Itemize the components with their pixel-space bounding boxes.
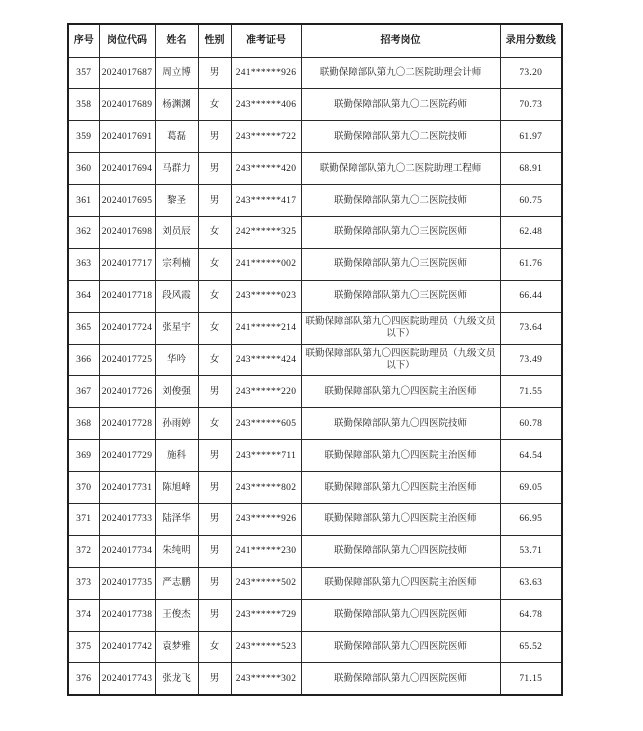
cell-name: 刘员辰 bbox=[155, 216, 198, 248]
cell-ticket: 243******420 bbox=[231, 153, 301, 185]
cell-code: 2024017687 bbox=[99, 57, 155, 89]
cell-seq: 359 bbox=[68, 121, 99, 153]
cell-gender: 男 bbox=[198, 185, 231, 217]
cell-position: 联勤保障部队第九〇四医院主治医师 bbox=[301, 376, 500, 408]
cell-gender: 女 bbox=[198, 248, 231, 280]
cell-seq: 373 bbox=[68, 567, 99, 599]
cell-score: 60.78 bbox=[500, 408, 562, 440]
cell-code: 2024017735 bbox=[99, 567, 155, 599]
cell-name: 周立博 bbox=[155, 57, 198, 89]
cell-score: 73.64 bbox=[500, 312, 562, 344]
cell-code: 2024017734 bbox=[99, 535, 155, 567]
cell-score: 63.63 bbox=[500, 567, 562, 599]
cell-ticket: 243******523 bbox=[231, 631, 301, 663]
cell-gender: 女 bbox=[198, 631, 231, 663]
cell-position: 联勤保障部队第九〇四医院主治医师 bbox=[301, 503, 500, 535]
cell-position: 联勤保障部队第九〇二医院技师 bbox=[301, 185, 500, 217]
cell-gender: 女 bbox=[198, 216, 231, 248]
cell-seq: 372 bbox=[68, 535, 99, 567]
cell-seq: 361 bbox=[68, 185, 99, 217]
cell-code: 2024017698 bbox=[99, 216, 155, 248]
cell-name: 葛磊 bbox=[155, 121, 198, 153]
table-row bbox=[68, 57, 562, 89]
col-header-code: 岗位代码 bbox=[99, 24, 155, 57]
cell-position: 联勤保障部队第九〇四医院主治医师 bbox=[301, 472, 500, 504]
table-row bbox=[68, 599, 562, 631]
cell-gender: 男 bbox=[198, 535, 231, 567]
cell-position: 联勤保障部队第九〇二医院助理会计师 bbox=[301, 57, 500, 89]
cell-code: 2024017728 bbox=[99, 408, 155, 440]
cell-seq: 358 bbox=[68, 89, 99, 121]
cell-score: 65.52 bbox=[500, 631, 562, 663]
cell-ticket: 243******605 bbox=[231, 408, 301, 440]
cell-position: 联勤保障部队第九〇二医院药师 bbox=[301, 89, 500, 121]
table-row bbox=[68, 280, 562, 312]
cell-gender: 女 bbox=[198, 408, 231, 440]
cell-seq: 376 bbox=[68, 663, 99, 695]
cell-gender: 男 bbox=[198, 663, 231, 695]
cell-gender: 男 bbox=[198, 376, 231, 408]
cell-seq: 360 bbox=[68, 153, 99, 185]
cell-gender: 男 bbox=[198, 440, 231, 472]
cell-score: 66.95 bbox=[500, 503, 562, 535]
cell-score: 69.05 bbox=[500, 472, 562, 504]
cell-score: 73.20 bbox=[500, 57, 562, 89]
cell-name: 马群力 bbox=[155, 153, 198, 185]
cell-seq: 365 bbox=[68, 312, 99, 344]
cell-gender: 女 bbox=[198, 344, 231, 376]
cell-gender: 男 bbox=[198, 57, 231, 89]
cell-position: 联勤保障部队第九〇四医院助理员（九级文员以下） bbox=[301, 344, 500, 376]
cell-code: 2024017695 bbox=[99, 185, 155, 217]
cell-seq: 367 bbox=[68, 376, 99, 408]
cell-position: 联勤保障部队第九〇四医院技师 bbox=[301, 408, 500, 440]
cell-gender: 男 bbox=[198, 599, 231, 631]
cell-seq: 369 bbox=[68, 440, 99, 472]
table-row bbox=[68, 89, 562, 121]
cell-position: 联勤保障部队第九〇二医院助理工程师 bbox=[301, 153, 500, 185]
table-row bbox=[68, 408, 562, 440]
cell-ticket: 243******926 bbox=[231, 503, 301, 535]
table-row bbox=[68, 503, 562, 535]
cell-ticket: 243******220 bbox=[231, 376, 301, 408]
cell-score: 61.97 bbox=[500, 121, 562, 153]
cell-name: 王俊杰 bbox=[155, 599, 198, 631]
cell-score: 60.75 bbox=[500, 185, 562, 217]
cell-code: 2024017738 bbox=[99, 599, 155, 631]
cell-seq: 357 bbox=[68, 57, 99, 89]
cell-seq: 368 bbox=[68, 408, 99, 440]
table-row bbox=[68, 631, 562, 663]
cell-ticket: 243******722 bbox=[231, 121, 301, 153]
table-row bbox=[68, 376, 562, 408]
cell-gender: 男 bbox=[198, 153, 231, 185]
cell-gender: 男 bbox=[198, 472, 231, 504]
cell-ticket: 241******214 bbox=[231, 312, 301, 344]
cell-score: 62.48 bbox=[500, 216, 562, 248]
cell-score: 71.15 bbox=[500, 663, 562, 695]
col-header-position: 招考岗位 bbox=[301, 24, 500, 57]
cell-gender: 男 bbox=[198, 121, 231, 153]
table-row bbox=[68, 185, 562, 217]
cell-code: 2024017694 bbox=[99, 153, 155, 185]
cell-name: 袁梦雅 bbox=[155, 631, 198, 663]
cell-score: 64.78 bbox=[500, 599, 562, 631]
col-header-gender: 性别 bbox=[198, 24, 231, 57]
table-row bbox=[68, 663, 562, 695]
cell-name: 张龙飞 bbox=[155, 663, 198, 695]
cell-seq: 362 bbox=[68, 216, 99, 248]
cell-score: 61.76 bbox=[500, 248, 562, 280]
cell-code: 2024017725 bbox=[99, 344, 155, 376]
cell-name: 黎圣 bbox=[155, 185, 198, 217]
cell-score: 53.71 bbox=[500, 535, 562, 567]
cell-position: 联勤保障部队第九〇三医院医师 bbox=[301, 280, 500, 312]
cell-ticket: 243******023 bbox=[231, 280, 301, 312]
cell-code: 2024017724 bbox=[99, 312, 155, 344]
cell-ticket: 241******926 bbox=[231, 57, 301, 89]
cell-code: 2024017717 bbox=[99, 248, 155, 280]
cell-code: 2024017718 bbox=[99, 280, 155, 312]
col-header-score: 录用分数线 bbox=[500, 24, 562, 57]
table-row bbox=[68, 472, 562, 504]
cell-position: 联勤保障部队第九〇四医院助理员（九级文员以下） bbox=[301, 312, 500, 344]
cell-position: 联勤保障部队第九〇四医院医师 bbox=[301, 631, 500, 663]
cell-name: 段风霞 bbox=[155, 280, 198, 312]
cell-name: 朱纯明 bbox=[155, 535, 198, 567]
table-row bbox=[68, 121, 562, 153]
table-row bbox=[68, 535, 562, 567]
table-row bbox=[68, 216, 562, 248]
cell-ticket: 242******325 bbox=[231, 216, 301, 248]
cell-seq: 364 bbox=[68, 280, 99, 312]
cell-ticket: 243******729 bbox=[231, 599, 301, 631]
table-row bbox=[68, 153, 562, 185]
cell-position: 联勤保障部队第九〇四医院医师 bbox=[301, 663, 500, 695]
table-row bbox=[68, 567, 562, 599]
table-row bbox=[68, 344, 562, 376]
cell-ticket: 243******424 bbox=[231, 344, 301, 376]
recruitment-score-table bbox=[67, 23, 563, 696]
table-row bbox=[68, 312, 562, 344]
cell-ticket: 243******711 bbox=[231, 440, 301, 472]
cell-position: 联勤保障部队第九〇四医院医师 bbox=[301, 599, 500, 631]
cell-ticket: 243******502 bbox=[231, 567, 301, 599]
cell-code: 2024017689 bbox=[99, 89, 155, 121]
table-body bbox=[68, 57, 562, 695]
cell-seq: 375 bbox=[68, 631, 99, 663]
cell-seq: 371 bbox=[68, 503, 99, 535]
cell-code: 2024017731 bbox=[99, 472, 155, 504]
cell-gender: 男 bbox=[198, 503, 231, 535]
table-row bbox=[68, 248, 562, 280]
cell-seq: 374 bbox=[68, 599, 99, 631]
cell-score: 71.55 bbox=[500, 376, 562, 408]
cell-ticket: 243******802 bbox=[231, 472, 301, 504]
col-header-seq: 序号 bbox=[68, 24, 99, 57]
cell-gender: 女 bbox=[198, 280, 231, 312]
cell-code: 2024017742 bbox=[99, 631, 155, 663]
cell-score: 73.49 bbox=[500, 344, 562, 376]
cell-seq: 370 bbox=[68, 472, 99, 504]
cell-score: 70.73 bbox=[500, 89, 562, 121]
cell-seq: 363 bbox=[68, 248, 99, 280]
cell-name: 杨渊渊 bbox=[155, 89, 198, 121]
cell-ticket: 243******417 bbox=[231, 185, 301, 217]
cell-position: 联勤保障部队第九〇四医院主治医师 bbox=[301, 567, 500, 599]
cell-gender: 女 bbox=[198, 89, 231, 121]
cell-ticket: 241******002 bbox=[231, 248, 301, 280]
cell-code: 2024017743 bbox=[99, 663, 155, 695]
cell-name: 刘俊强 bbox=[155, 376, 198, 408]
cell-position: 联勤保障部队第九〇三医院医师 bbox=[301, 216, 500, 248]
cell-code: 2024017726 bbox=[99, 376, 155, 408]
cell-position: 联勤保障部队第九〇三医院医师 bbox=[301, 248, 500, 280]
cell-gender: 女 bbox=[198, 312, 231, 344]
cell-position: 联勤保障部队第九〇二医院技师 bbox=[301, 121, 500, 153]
cell-name: 陈旭峰 bbox=[155, 472, 198, 504]
cell-ticket: 243******302 bbox=[231, 663, 301, 695]
table-row bbox=[68, 440, 562, 472]
cell-code: 2024017733 bbox=[99, 503, 155, 535]
cell-score: 66.44 bbox=[500, 280, 562, 312]
cell-seq: 366 bbox=[68, 344, 99, 376]
cell-name: 严志鹏 bbox=[155, 567, 198, 599]
cell-name: 孙雨婷 bbox=[155, 408, 198, 440]
col-header-name: 姓名 bbox=[155, 24, 198, 57]
cell-name: 华吟 bbox=[155, 344, 198, 376]
cell-code: 2024017691 bbox=[99, 121, 155, 153]
cell-position: 联勤保障部队第九〇四医院技师 bbox=[301, 535, 500, 567]
cell-ticket: 243******406 bbox=[231, 89, 301, 121]
cell-name: 陆泽华 bbox=[155, 503, 198, 535]
cell-score: 64.54 bbox=[500, 440, 562, 472]
cell-gender: 男 bbox=[198, 567, 231, 599]
header-row bbox=[68, 24, 562, 57]
cell-ticket: 241******230 bbox=[231, 535, 301, 567]
cell-name: 张星宇 bbox=[155, 312, 198, 344]
cell-position: 联勤保障部队第九〇四医院主治医师 bbox=[301, 440, 500, 472]
cell-score: 68.91 bbox=[500, 153, 562, 185]
cell-code: 2024017729 bbox=[99, 440, 155, 472]
cell-name: 施科 bbox=[155, 440, 198, 472]
cell-name: 宗利楠 bbox=[155, 248, 198, 280]
col-header-ticket: 准考证号 bbox=[231, 24, 301, 57]
